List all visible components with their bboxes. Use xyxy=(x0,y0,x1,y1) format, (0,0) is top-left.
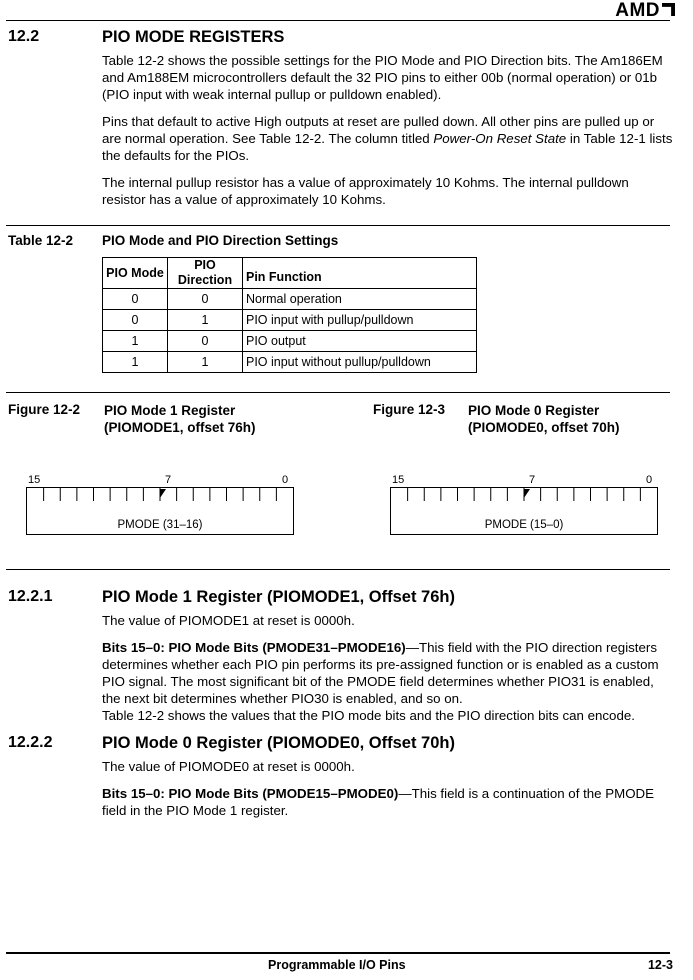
footer-title: Programmable I/O Pins xyxy=(268,958,406,972)
paragraph-2: Pins that default to active High outputs at reset are pulled down. All other pins are pulled up or are normal operation. See Table 12-2. The column titled Power-On Reset State in Table 12-1 lists the defaults for the PIOs. xyxy=(102,114,673,163)
subsection-1-bits: Bits 15–0: PIO Mode Bits (PMODE31–PMODE16)—This field with the PIO direction registers determines whether each PIO pin performs its pre-assigned function or is enabled as a custom PIO signal. The most significant bit of the PMODE field determines whether PIO31 is enabled, the next bit determines whether PIO30 is enabled, and so on. xyxy=(102,640,659,706)
table-row xyxy=(103,352,477,373)
cell-mode: 0 xyxy=(103,310,168,331)
subsection-2-bits: Bits 15–0: PIO Mode Bits (PMODE15–PMODE0)—This field is a continuation of the PMODE field in the PIO Mode 1 register. xyxy=(102,786,655,818)
subsection-1-title: PIO Mode 1 Register (PIOMODE1, Offset 76h) xyxy=(102,588,455,606)
table-row xyxy=(103,289,477,310)
logo-text: AMD xyxy=(615,0,660,21)
table-row xyxy=(103,310,477,331)
subsection-2-reset: The value of PIOMODE0 at reset is 0000h. xyxy=(102,759,355,774)
subsection-2-body xyxy=(102,758,674,819)
figures-rule xyxy=(6,392,670,393)
cell-mode: 1 xyxy=(103,331,168,352)
header-rule xyxy=(6,20,670,21)
subsection-2-number: 12.2.2 xyxy=(8,734,53,751)
cell-direction: 0 xyxy=(168,331,243,352)
cell-function: PIO input without pullup/pulldown xyxy=(243,352,477,373)
fig1-bit-hi: 15 xyxy=(28,474,41,486)
bits-label: Bits 15–0: PIO Mode Bits (PMODE31–PMODE16) xyxy=(102,640,406,655)
fig1-bit-lo: 0 xyxy=(282,474,289,486)
page-number: 12-3 xyxy=(647,958,673,972)
section-title: PIO MODE REGISTERS xyxy=(102,28,285,46)
subsection-1-body xyxy=(102,612,674,724)
table-title: PIO Mode and PIO Direction Settings xyxy=(102,233,339,248)
cell-function: PIO output xyxy=(243,331,477,352)
table-rule xyxy=(6,225,670,226)
fig2-bit-hi: 15 xyxy=(392,474,405,486)
section-body xyxy=(102,52,674,208)
cell-mode: 1 xyxy=(103,352,168,373)
cell-function: Normal operation xyxy=(243,289,477,310)
fig1-label: Figure 12-2 xyxy=(8,402,81,417)
cell-direction: 0 xyxy=(168,289,243,310)
table-label: Table 12-2 xyxy=(8,233,74,248)
fig2-bit-lo: 0 xyxy=(646,474,653,486)
cell-function: PIO input with pullup/pulldown xyxy=(243,310,477,331)
fig2-title: PIO Mode 0 Register (PIOMODE0, offset 70h) xyxy=(468,403,620,435)
fig1-field-label: PMODE (31–16) xyxy=(117,519,203,531)
table-row xyxy=(103,331,477,352)
piomode1-register xyxy=(26,487,294,535)
piomode0-register xyxy=(390,487,658,535)
subsection-2-title: PIO Mode 0 Register (PIOMODE0, Offset 70h) xyxy=(102,734,455,752)
subsection-1-bits-2: Table 12-2 shows the values that the PIO mode bits and the PIO direction bits can encode. xyxy=(102,708,635,723)
fig2-label: Figure 12-3 xyxy=(373,402,446,417)
subsection-1-number: 12.2.1 xyxy=(8,588,53,605)
header-pin-function: Pin Function xyxy=(243,258,477,289)
emphasis-text: Power-On Reset State xyxy=(433,131,567,146)
fig2-bit-ticks xyxy=(391,488,657,502)
fig1-bit-ticks xyxy=(27,488,293,502)
settings-table-wrap xyxy=(102,257,477,373)
cell-direction: 1 xyxy=(168,310,243,331)
bits-label: Bits 15–0: PIO Mode Bits (PMODE15–PMODE0) xyxy=(102,786,399,801)
byte-boundary-marker xyxy=(160,489,166,498)
fig2-bit-mid: 7 xyxy=(529,474,536,486)
amd-arrow-icon xyxy=(662,3,675,16)
footer-rule xyxy=(6,952,670,954)
paragraph-3: The internal pullup resistor has a value of approximately 10 Kohms. The internal pulldown resistor has a value of approximately 10 Kohms. xyxy=(102,175,629,207)
amd-logo xyxy=(615,0,675,22)
cell-mode: 0 xyxy=(103,289,168,310)
section-number: 12.2 xyxy=(8,28,40,45)
table-header-row xyxy=(103,258,477,289)
subsection-1-reset: The value of PIOMODE1 at reset is 0000h. xyxy=(102,613,355,628)
subsection-rule xyxy=(6,569,670,570)
settings-table xyxy=(102,257,477,373)
header-pio-mode: PIO Mode xyxy=(103,258,168,289)
fig2-field-label: PMODE (15–0) xyxy=(484,519,564,531)
cell-direction: 1 xyxy=(168,352,243,373)
paragraph-1: Table 12-2 shows the possible settings for the PIO Mode and PIO Direction bits. The Am186EM and Am188EM microcontrollers default the 32 PIO pins to either 00b (normal operation) or 01b (PIO input with weak internal pullup or pulldown enabled). xyxy=(102,53,663,102)
fig1-title: PIO Mode 1 Register (PIOMODE1, offset 76h) xyxy=(104,403,256,435)
fig1-bit-mid: 7 xyxy=(165,474,172,486)
header-pio-direction: PIO Direction xyxy=(168,258,243,289)
byte-boundary-marker xyxy=(524,489,530,498)
